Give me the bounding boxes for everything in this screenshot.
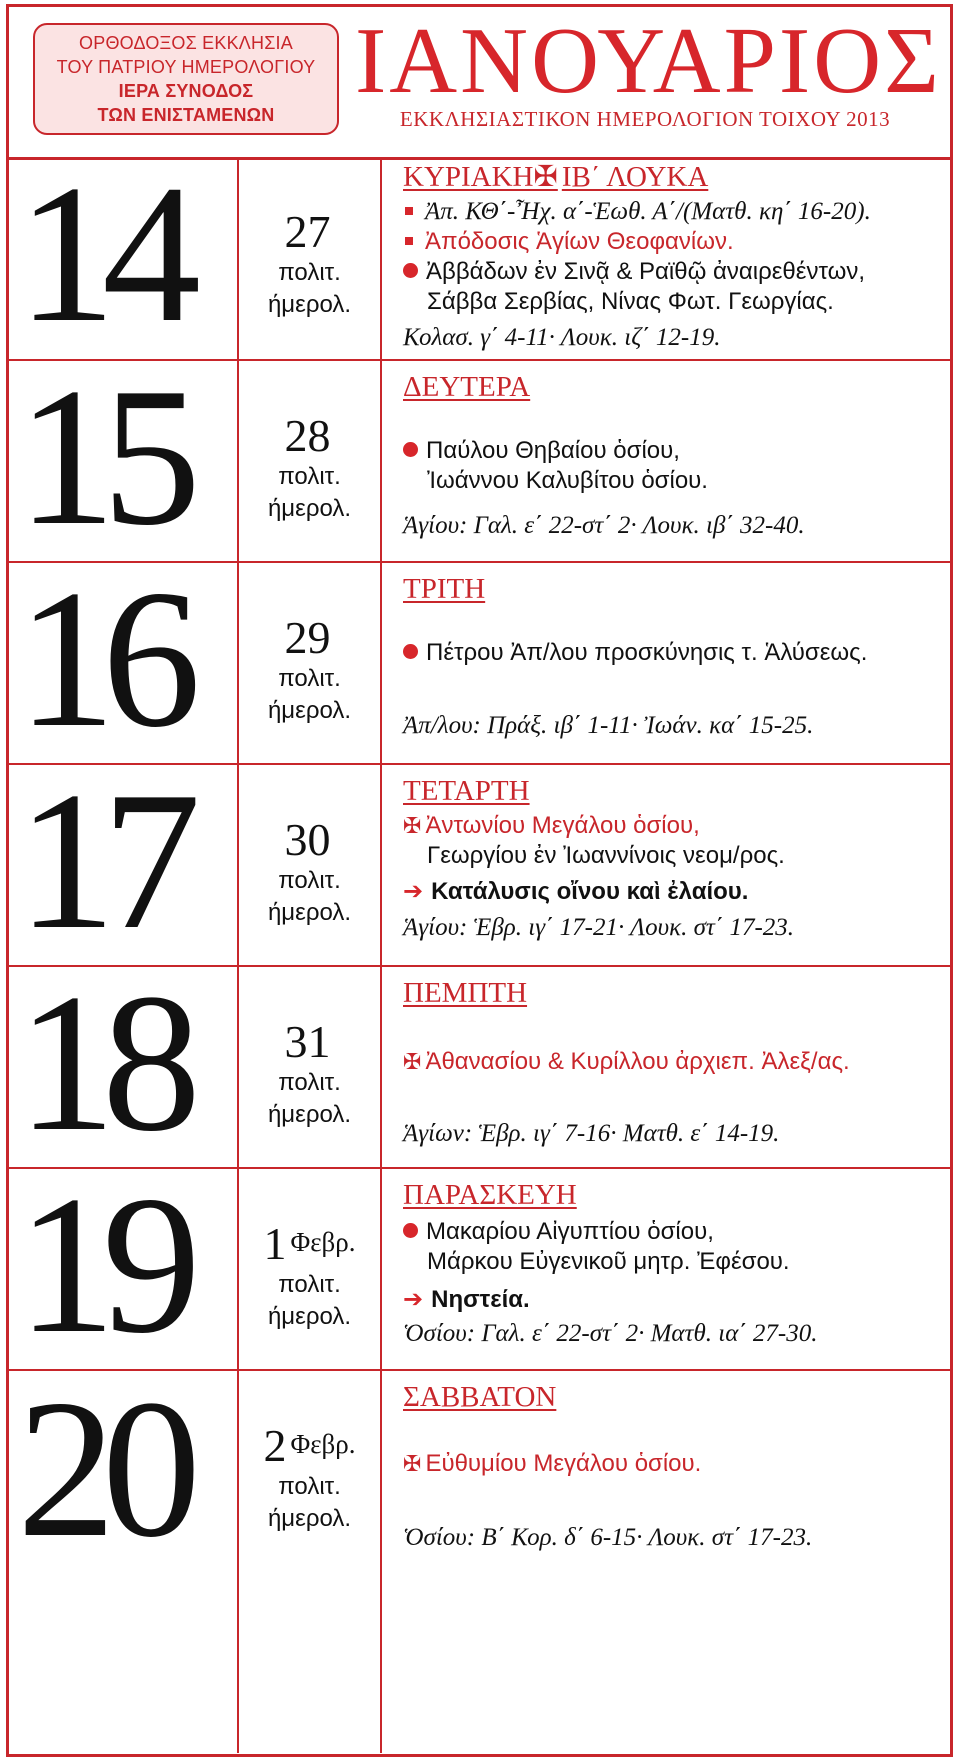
day-name: ΚΥΡΙΑΚΗ✠ ΙΒ΄ ΛΟΥΚΑ [403, 161, 709, 193]
day-row-19 [9, 1155, 950, 1375]
bullet-dot-icon [403, 263, 418, 278]
badge-line: ΙΕΡΑ ΣΥΝΟΔΟΣ [118, 81, 254, 101]
day-number: 20 [9, 1371, 239, 1753]
badge-line: ΟΡΘΟΔΟΞΟΣ ΕΚΚΛΗΣΙΑ [79, 33, 293, 53]
calendar-label: ήμερολ. [267, 291, 352, 318]
day-row-14 [9, 144, 950, 364]
day-name: ΤΕΤΑΡΤΗ [403, 775, 530, 807]
feast-line: Μακαρίου Αἰγυπτίου ὁσίου, [403, 1217, 714, 1247]
old-calendar-date [239, 563, 382, 763]
cross-icon: ✠ [533, 161, 558, 193]
day-content [403, 1371, 942, 1754]
day-content [403, 1169, 942, 1369]
month-title: ΙΑΝΟΥΑΡΙΟΣ [355, 9, 942, 113]
day-number: 15 [9, 361, 239, 561]
calendar-label: πολιτ. [278, 867, 341, 894]
old-month: Φεβρ. [290, 1429, 356, 1459]
bullet-dot-icon [403, 644, 418, 659]
day-content [403, 563, 942, 763]
day-name: ΤΡΙΤΗ [403, 573, 486, 605]
bullet-dot-icon [403, 442, 418, 457]
old-calendar-date [239, 361, 382, 561]
day-name: ΠΕΜΠΤΗ [403, 977, 528, 1009]
cross-icon: ✠ [403, 813, 422, 838]
cross-icon: ✠ [403, 1049, 422, 1074]
old-day: 28 [284, 410, 331, 461]
calendar-label: ήμερολ. [267, 1101, 352, 1128]
day-content [403, 967, 942, 1167]
bullet-square-icon [405, 237, 413, 245]
calendar-frame [6, 4, 953, 1757]
calendar-label: ήμερολ. [267, 495, 352, 522]
church-badge [33, 23, 339, 135]
old-calendar-date [239, 1169, 382, 1369]
calendar-label: ήμερολ. [267, 899, 352, 926]
badge-line: ΤΟΥ ΠΑΤΡΙΟΥ ΗΜΕΡΟΛΟΓΙΟΥ [56, 57, 316, 77]
reading-line: Ἁγίου: Γαλ. ε΄ 22-στ΄ 2· Λουκ. ιβ΄ 32-40. [403, 512, 805, 539]
calendar-label: ήμερολ. [267, 1505, 352, 1532]
feast-line: Ἀββάδων ἐν Σινᾷ & Ραϊθῷ ἀναιρεθέντων, [403, 257, 865, 287]
feast-line: Μάρκου Εὐγενικοῦ μητρ. Ἐφέσου. [427, 1248, 790, 1275]
calendar-label: πολιτ. [278, 259, 341, 286]
feast-line: ✠ Ἀντωνίου Μεγάλου ὁσίου, [403, 812, 700, 839]
calendar-label: ήμερολ. [267, 697, 352, 724]
arrow-right-icon: ➔ [403, 878, 424, 905]
day-content [403, 361, 942, 561]
old-calendar-date [239, 1371, 382, 1753]
calendar-label: πολιτ. [278, 1473, 341, 1500]
day-row-20 [9, 1359, 950, 1754]
feast-line: Σάββα Σερβίας, Νίνας Φωτ. Γεωργίας. [427, 288, 834, 315]
feast-line: ✠ Ἀθανασίου & Κυρίλλου ἀρχιεπ. Ἀλεξ/ας. [403, 1048, 850, 1075]
feast-line: Γεωργίου ἐν Ἰωαννίνοις νεομ/ρος. [427, 842, 785, 869]
day-row-16 [9, 549, 950, 769]
old-day: 2 [263, 1420, 287, 1471]
calendar-label: πολιτ. [278, 665, 341, 692]
feast-line: Ἰωάννου Καλυβίτου ὁσίου. [427, 467, 708, 494]
day-content [403, 765, 942, 965]
reading-line: Ἀπ/λου: Πράξ. ιβ΄ 1-11· Ἰωάν. κα΄ 15-25. [403, 712, 814, 739]
old-day: 27 [284, 206, 331, 257]
fasting-note: ➔ Κατάλυσις οἴνου καὶ ἐλαίου. [403, 878, 749, 905]
day-row-15 [9, 347, 950, 567]
calendar-label: ήμερολ. [267, 1303, 352, 1330]
sunday-occasion: ΙΒ΄ ΛΟΥΚΑ [561, 161, 709, 193]
day-number: 18 [9, 967, 239, 1167]
day-number: 19 [9, 1169, 239, 1369]
old-day: 29 [284, 612, 331, 663]
cross-icon: ✠ [403, 1451, 422, 1476]
day-row-18 [9, 953, 950, 1173]
calendar-label: πολιτ. [278, 463, 341, 490]
arrow-right-icon: ➔ [403, 1286, 424, 1313]
feast-line: Παύλου Θηβαίου ὁσίου, [403, 436, 680, 466]
reading-line: Ὁσίου: Β΄ Κορ. δ΄ 6-15· Λουκ. στ΄ 17-23. [403, 1524, 813, 1551]
old-day: 1 [263, 1218, 287, 1269]
feast-line: Ἀπ. ΚΘ΄-Ἦχ. α΄-Ἑωθ. Α΄/(Ματθ. κη΄ 16-20). [403, 197, 871, 227]
old-day: 30 [284, 814, 331, 865]
reading-line: Ἁγίων: Ἑβρ. ιγ΄ 7-16· Ματθ. ε΄ 14-19. [403, 1120, 780, 1147]
old-month: Φεβρ. [290, 1227, 356, 1257]
calendar-label: πολιτ. [278, 1271, 341, 1298]
badge-line: ΤΩΝ ΕΝΙΣΤΑΜΕΝΩΝ [97, 105, 275, 125]
day-name: ΣΑΒΒΑΤΟΝ [403, 1381, 557, 1413]
reading-line: Ἁγίου: Ἑβρ. ιγ΄ 17-21· Λουκ. στ΄ 17-23. [403, 914, 795, 941]
day-content [403, 157, 942, 359]
day-number: 14 [9, 157, 239, 359]
bullet-square-icon [405, 207, 413, 215]
day-row-17 [9, 751, 950, 971]
bullet-dot-icon [403, 1223, 418, 1238]
reading-line: Ὁσίου: Γαλ. ε΄ 22-στ΄ 2· Ματθ. ια΄ 27-30. [403, 1320, 818, 1347]
calendar-subtitle: ΕΚΚΛΗΣΙΑΣΤΙΚΟΝ ΗΜΕΡΟΛΟΓΙΟΝ ΤΟΙΧΟΥ 2013 [399, 107, 891, 131]
feast-line: Πέτρου Ἀπ/λου προσκύνησις τ. Ἁλύσεως. [403, 638, 867, 668]
old-calendar-date [239, 157, 382, 359]
old-day: 31 [284, 1016, 331, 1067]
day-number: 16 [9, 563, 239, 763]
reading-line: Κολασ. γ΄ 4-11· Λουκ. ιζ΄ 12-19. [403, 324, 721, 351]
old-calendar-date [239, 967, 382, 1167]
feast-line: Ἀπόδοσις Ἁγίων Θεοφανίων. [403, 227, 734, 257]
fasting-note: ➔ Νηστεία. [403, 1286, 530, 1313]
day-name: ΠΑΡΑΣΚΕΥΗ [403, 1179, 577, 1211]
old-calendar-date [239, 765, 382, 965]
day-number: 17 [9, 765, 239, 965]
day-name: ΔΕΥΤΕΡΑ [403, 371, 531, 403]
header [9, 7, 950, 160]
calendar-label: πολιτ. [278, 1069, 341, 1096]
feast-line: ✠ Εὐθυμίου Μεγάλου ὁσίου. [403, 1450, 702, 1477]
